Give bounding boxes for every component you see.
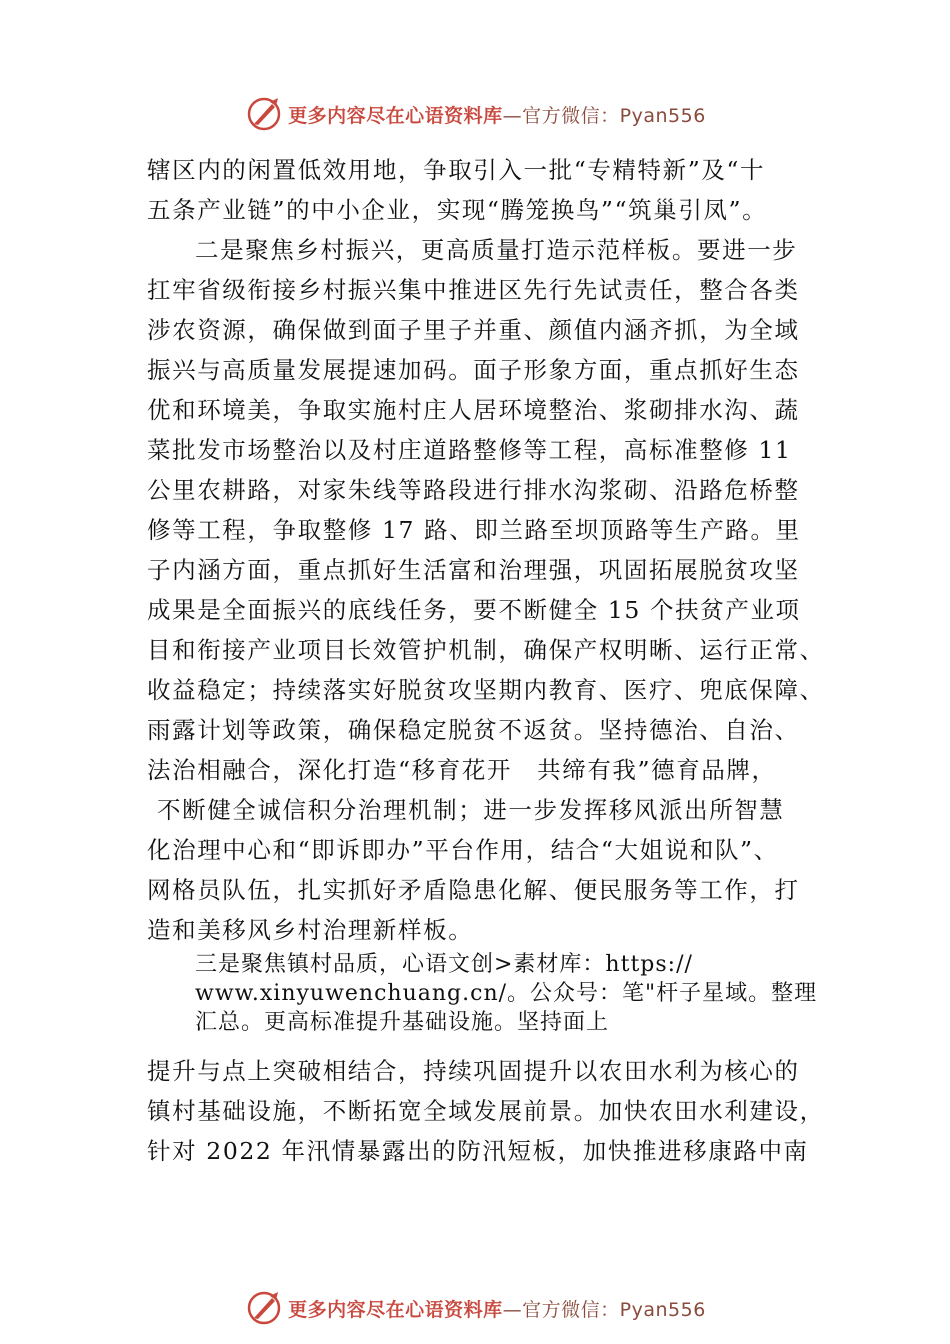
footer-banner [0,1286,950,1330]
source-note-line: 三是聚焦镇村品质，心语文创>素材库：https:// [195,952,693,977]
quill-logo-icon [244,1288,284,1328]
body-line: 公里农耕路，对家朱线等路段进行排水沟浆砌、沿路危桥整 [147,476,800,504]
body-line: 法治相融合，深化打造“移育花开 共缔有我”德育品牌， [147,756,777,784]
footer-banner-title: 更多内容尽在心语资料库 [288,1298,503,1321]
body-line: 成果是全面振兴的底线任务，要不断健全 15 个扶贫产业项 [147,596,801,624]
body-line: 收益稳定；持续落实好脱贫攻坚期内教育、医疗、兜底保障、 [147,676,825,704]
document-body [147,150,827,1171]
body-line: 雨露计划等政策，确保稳定脱贫不返贫。坚持德治、自治、 [147,716,800,744]
body-line: 网格员队伍，扎实抓好矛盾隐患化解、便民服务等工作，打 [147,876,800,904]
body-line: 振兴与高质量发展提速加码。面子形象方面，重点抓好生态 [147,356,800,384]
body-line: 镇村基础设施，不断拓宽全域发展前景。加快农田水利建设， [147,1097,825,1125]
body-line: 子内涵方面，重点抓好生活富和治理强，巩固拓展脱贫攻坚 [147,556,800,584]
body-line: 不断健全诚信积分治理机制；进一步发挥移风派出所智慧 [157,796,785,824]
source-note-line: 汇总。更高标准提升基础设施。坚持面上 [195,1010,610,1035]
body-line: 优和环境美，争取实施村庄人居环境整治、浆砌排水沟、蔬 [147,396,800,424]
header-banner-wechat: —官方微信：Pyan556 [502,104,706,127]
footer-banner-wechat: —官方微信：Pyan556 [502,1298,706,1321]
quill-logo-icon [244,94,284,134]
body-line: 化治理中心和“即诉即办”平台作用，结合“大姐说和队”、 [147,836,779,864]
source-note-block [147,950,827,1037]
body-line: 造和美移风乡村治理新样板。 [147,916,474,944]
body-line: 涉农资源，确保做到面子里子并重、颜值内涵齐抓，为全域 [147,316,800,344]
body-line: 目和衔接产业项目长效管护机制，确保产权明晰、运行正常、 [147,636,825,664]
body-line: 菜批发市场整治以及村庄道路整修等工程，高标准整修 11 [147,436,792,464]
source-note-line: www.xinyuwenchuang.cn/。公众号：笔"杆子星域。整理 [195,981,818,1006]
body-line: 五条产业链”的中小企业，实现“腾笼换鸟”“筑巢引凤”。 [147,196,768,224]
body-line: 提升与点上突破相结合，持续巩固提升以农田水利为核心的 [147,1057,800,1085]
body-line: 辖区内的闲置低效用地，争取引入一批“专精特新”及“十 [147,156,766,184]
header-banner-title: 更多内容尽在心语资料库 [288,104,503,127]
body-line: 扛牢省级衔接乡村振兴集中推进区先行先试责任，整合各类 [147,276,800,304]
header-banner [0,92,950,136]
body-line: 针对 2022 年汛情暴露出的防汛短板，加快推进移康路中南 [147,1137,809,1165]
body-line: 修等工程，争取整修 17 路、即兰路至坝顶路等生产路。里 [147,516,801,544]
body-line: 二是聚焦乡村振兴，更高质量打造示范样板。要进一步 [195,236,798,264]
